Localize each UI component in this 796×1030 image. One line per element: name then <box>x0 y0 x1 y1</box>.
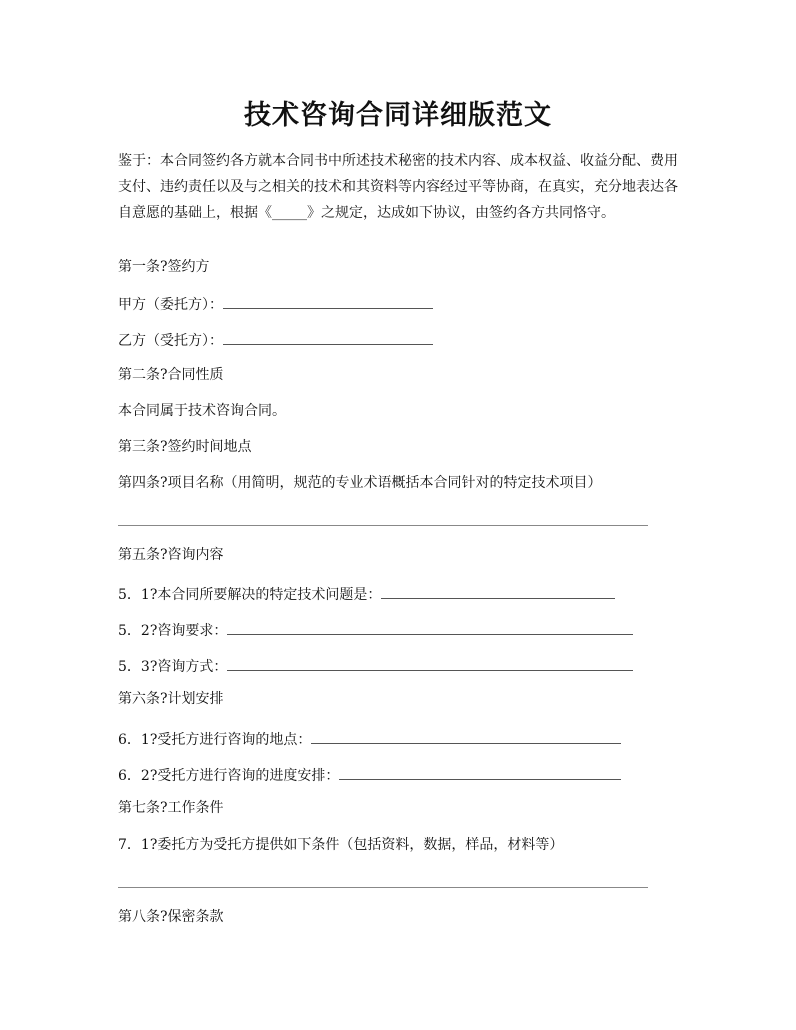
item-6-2-label: 6．2?受托方进行咨询的进度安排： <box>118 768 340 784</box>
article-8-heading: 第八条?保密条款 <box>118 909 224 925</box>
article-4-heading: 第四条?项目名称（用简明，规范的专业术语概括本合同针对的特定技术项目） <box>118 475 602 491</box>
party-a-blank <box>223 293 433 309</box>
item-5-1-label: 5．1?本合同所要解决的特定技术问题是： <box>118 587 382 603</box>
party-b-blank <box>223 329 433 345</box>
article-4-blank-line <box>118 525 648 526</box>
item-6-2-row <box>118 764 621 785</box>
item-6-1-blank <box>311 728 621 744</box>
item-5-2-blank <box>227 619 633 635</box>
item-7-1-text: 7．1?委托方为受托方提供如下条件（包括资料，数据，样品，材料等） <box>118 837 564 853</box>
intro-paragraph: 鉴于：本合同签约各方就本合同书中所述技术秘密的技术内容、成本权益、收益分配、费用支付、违约责任以及与之相关的技术和其资料等内容经过平等协商，在真实，充分地表达各自意愿的基础上，根据《_____》之规定，达成如下协议，由签约各方共同恪守。 <box>118 153 678 221</box>
item-5-3-blank <box>227 655 633 671</box>
party-a-label: 甲方（委托方）： <box>118 297 223 313</box>
article-5-heading: 第五条?咨询内容 <box>118 547 224 563</box>
item-6-1-row <box>118 728 621 749</box>
party-b-label: 乙方（受托方）： <box>118 333 223 349</box>
article-2-text: 本合同属于技术咨询合同。 <box>118 403 286 419</box>
article-6-heading: 第六条?计划安排 <box>118 691 224 707</box>
item-5-1-blank <box>381 583 615 599</box>
item-6-1-label: 6．1?受托方进行咨询的地点： <box>118 732 312 748</box>
item-6-2-blank <box>339 764 621 780</box>
article-2-heading: 第二条?合同性质 <box>118 367 224 383</box>
item-5-2-label: 5．2?咨询要求： <box>118 623 228 639</box>
item-5-2-row <box>118 619 633 640</box>
party-b-row <box>118 329 433 350</box>
article-1-heading: 第一条?签约方 <box>118 259 210 275</box>
item-5-1-row <box>118 583 615 604</box>
document-title: 技术咨询合同详细版范文 <box>244 100 552 131</box>
item-5-3-label: 5．3?咨询方式： <box>118 659 228 675</box>
item-7-1-blank-line <box>118 887 648 888</box>
item-5-3-row <box>118 655 633 676</box>
article-3-heading: 第三条?签约时间地点 <box>118 439 252 455</box>
article-7-heading: 第七条?工作条件 <box>118 800 224 816</box>
party-a-row <box>118 293 433 314</box>
